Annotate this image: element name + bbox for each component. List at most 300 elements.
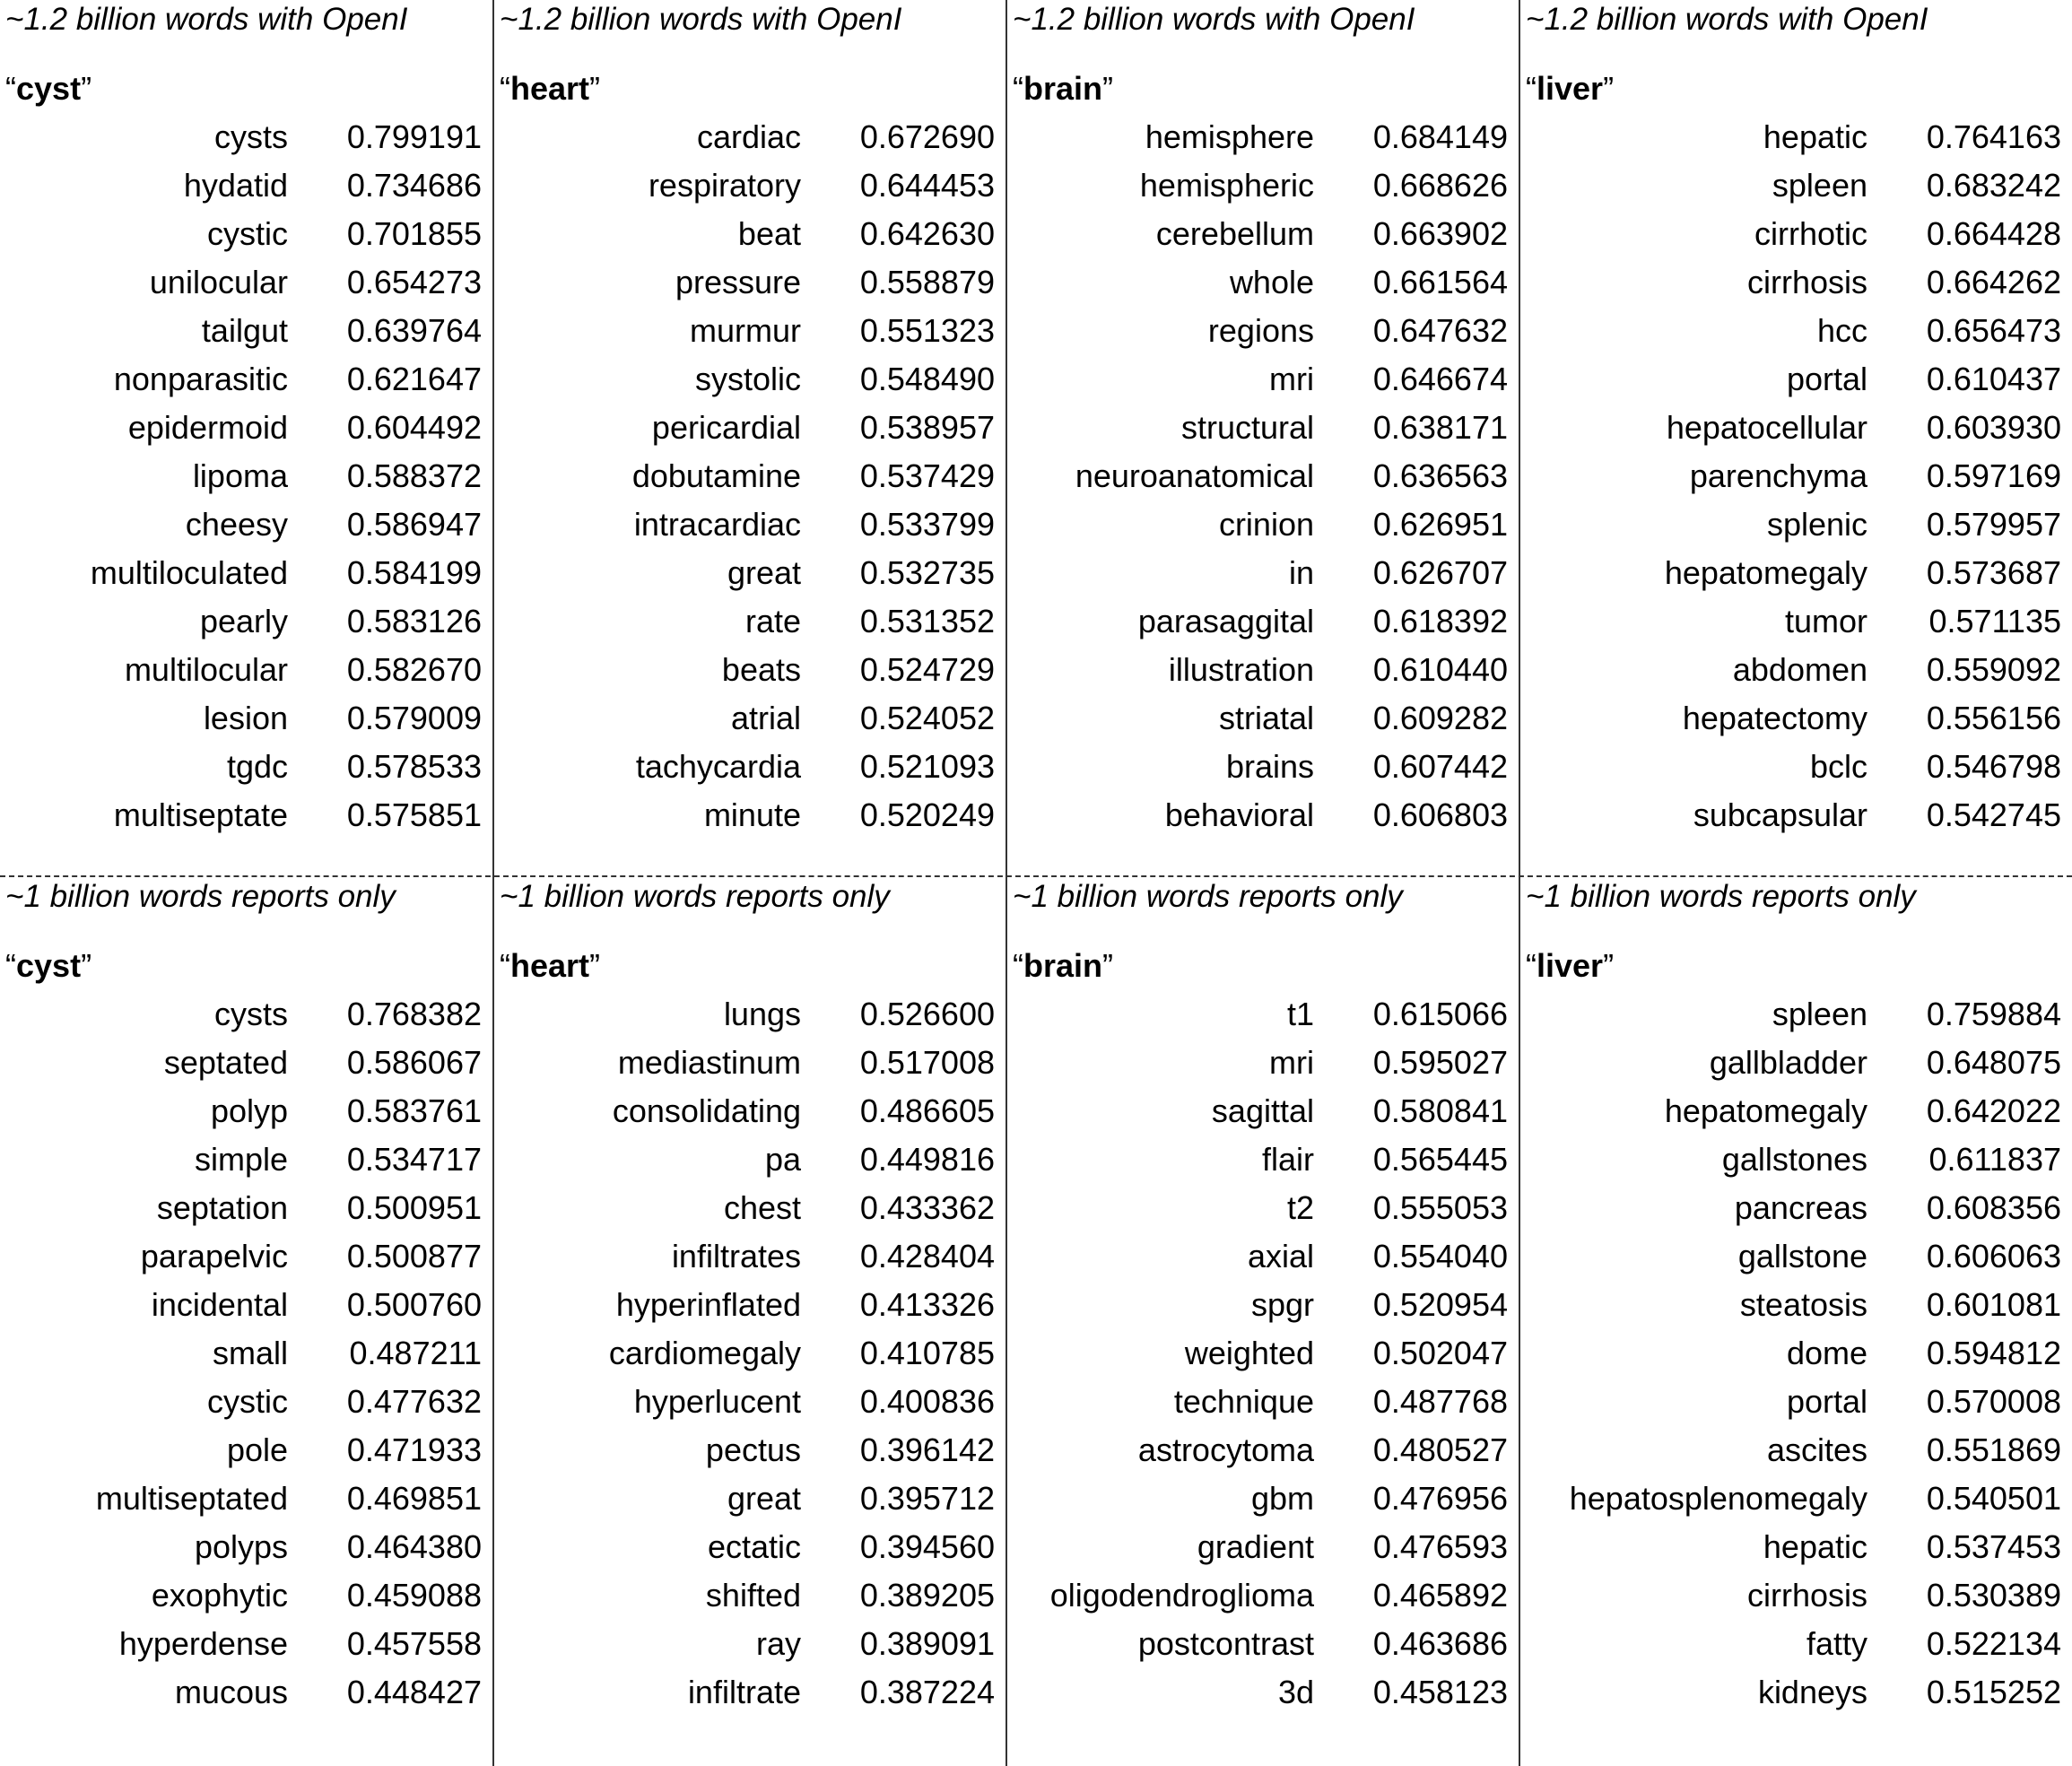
similar-word-row bbox=[1520, 549, 2072, 597]
similarity-score: 0.701855 bbox=[346, 215, 482, 252]
keyword-text: heart bbox=[510, 70, 590, 107]
similar-word-row bbox=[1007, 307, 1519, 355]
similar-word: pectus bbox=[705, 1431, 801, 1468]
similar-word-row bbox=[1520, 1087, 2072, 1135]
similar-word-row bbox=[1007, 597, 1519, 646]
column-divider bbox=[492, 0, 494, 1766]
similarity-score: 0.465892 bbox=[1372, 1577, 1508, 1614]
top-panel-cyst bbox=[0, 0, 492, 877]
similar-words-list bbox=[494, 113, 1006, 840]
similar-word-row bbox=[1520, 161, 2072, 210]
query-keyword bbox=[1526, 66, 1614, 111]
similar-word: spleen bbox=[1772, 996, 1867, 1032]
similar-word: incidental bbox=[151, 1286, 288, 1323]
similarity-score: 0.413326 bbox=[859, 1286, 995, 1323]
similar-word: gallbladder bbox=[1709, 1044, 1867, 1081]
similarity-score: 0.558879 bbox=[859, 264, 995, 300]
similarity-score: 0.546798 bbox=[1926, 748, 2061, 785]
similar-word: tachycardia bbox=[635, 748, 801, 785]
similar-word: t2 bbox=[1286, 1189, 1314, 1226]
keyword-text: cyst bbox=[16, 947, 82, 984]
similar-word: subcapsular bbox=[1693, 796, 1867, 833]
similar-word-row bbox=[1007, 1475, 1519, 1523]
similarity-score: 0.548490 bbox=[859, 361, 995, 397]
similarity-score: 0.597169 bbox=[1926, 457, 2061, 494]
similar-word-row bbox=[494, 1620, 1006, 1668]
similar-word-row bbox=[1007, 1620, 1519, 1668]
similar-word-row bbox=[0, 1523, 492, 1571]
similar-word-row bbox=[494, 1184, 1006, 1232]
similar-word: tgdc bbox=[226, 748, 288, 785]
similarity-score: 0.394560 bbox=[859, 1528, 995, 1565]
similar-word-row bbox=[1520, 1668, 2072, 1717]
bottom-panel-liver bbox=[1520, 877, 2072, 1766]
similarity-score: 0.799191 bbox=[346, 118, 482, 155]
similar-word-row bbox=[0, 161, 492, 210]
similar-word-row bbox=[0, 1184, 492, 1232]
similar-word: tailgut bbox=[201, 312, 288, 349]
similar-word-row bbox=[1520, 258, 2072, 307]
similarity-score: 0.554040 bbox=[1372, 1238, 1508, 1274]
similar-word: hcc bbox=[1816, 312, 1867, 349]
similar-word: 3d bbox=[1277, 1674, 1314, 1710]
close-quote: ” bbox=[1102, 947, 1114, 984]
similar-word-row bbox=[1520, 1426, 2072, 1475]
similar-word-row bbox=[0, 452, 492, 500]
similarity-score: 0.457558 bbox=[346, 1625, 482, 1662]
similar-word-row bbox=[0, 791, 492, 840]
similarity-score: 0.534717 bbox=[346, 1141, 482, 1178]
similar-word: simple bbox=[194, 1141, 288, 1178]
similar-word: weighted bbox=[1184, 1335, 1314, 1371]
similar-word-row bbox=[0, 1475, 492, 1523]
similar-word-row bbox=[0, 355, 492, 404]
similar-word-row bbox=[1007, 1668, 1519, 1717]
similarity-score: 0.387224 bbox=[859, 1674, 995, 1710]
similarity-score: 0.538957 bbox=[859, 409, 995, 446]
similarity-score: 0.672690 bbox=[859, 118, 995, 155]
similar-word: parenchyma bbox=[1689, 457, 1867, 494]
similar-word-row bbox=[1007, 258, 1519, 307]
similar-word: striatal bbox=[1218, 700, 1314, 736]
similar-word: septation bbox=[156, 1189, 288, 1226]
similar-word: unilocular bbox=[149, 264, 288, 300]
similar-word-row bbox=[1007, 500, 1519, 549]
similar-word: lungs bbox=[723, 996, 801, 1032]
similar-word: portal bbox=[1786, 1383, 1867, 1420]
similarity-score: 0.610440 bbox=[1372, 651, 1508, 688]
similar-word: whole bbox=[1229, 264, 1314, 300]
similar-word: minute bbox=[703, 796, 801, 833]
similarity-score: 0.524729 bbox=[859, 651, 995, 688]
similar-word-row bbox=[494, 549, 1006, 597]
similarity-score: 0.448427 bbox=[346, 1674, 482, 1710]
similar-word: mri bbox=[1269, 361, 1314, 397]
similar-word: pancreas bbox=[1734, 1189, 1867, 1226]
open-quote: “ bbox=[5, 70, 16, 107]
query-keyword bbox=[5, 66, 91, 111]
similarity-score: 0.530389 bbox=[1926, 1577, 2061, 1614]
similar-word: ectatic bbox=[707, 1528, 801, 1565]
similar-word-row bbox=[0, 1426, 492, 1475]
similar-word: astrocytoma bbox=[1137, 1431, 1314, 1468]
similar-word-row bbox=[1520, 1329, 2072, 1378]
similar-word-row bbox=[1007, 210, 1519, 258]
similar-word-row bbox=[494, 161, 1006, 210]
similarity-score: 0.428404 bbox=[859, 1238, 995, 1274]
similar-word: splenic bbox=[1766, 506, 1867, 543]
similarity-score: 0.515252 bbox=[1926, 1674, 2061, 1710]
similarity-score: 0.571135 bbox=[1928, 603, 2061, 639]
similar-word-row bbox=[1007, 1378, 1519, 1426]
similar-word-row bbox=[0, 1039, 492, 1087]
similarity-score: 0.604492 bbox=[346, 409, 482, 446]
similarity-score: 0.626951 bbox=[1372, 506, 1508, 543]
similar-word: multilocular bbox=[124, 651, 288, 688]
similar-word: gradient bbox=[1197, 1528, 1314, 1565]
bottom-panel-heart bbox=[494, 877, 1006, 1766]
similar-word: hyperlucent bbox=[633, 1383, 801, 1420]
similar-word-row bbox=[0, 694, 492, 743]
similarity-score: 0.389091 bbox=[859, 1625, 995, 1662]
similar-word: hyperdense bbox=[118, 1625, 288, 1662]
similar-word: behavioral bbox=[1164, 796, 1314, 833]
similar-word: consolidating bbox=[612, 1092, 801, 1129]
similarity-score: 0.487211 bbox=[349, 1335, 482, 1371]
similar-word: hyperinflated bbox=[615, 1286, 801, 1323]
similar-word-row bbox=[1007, 1184, 1519, 1232]
similarity-score: 0.683242 bbox=[1926, 167, 2061, 204]
similar-word: sagittal bbox=[1211, 1092, 1314, 1129]
similar-word-row bbox=[494, 597, 1006, 646]
similarity-score: 0.476956 bbox=[1372, 1480, 1508, 1517]
similar-word: hepatosplenomegaly bbox=[1569, 1480, 1867, 1517]
similar-word: lesion bbox=[203, 700, 288, 736]
similar-word: hepatic bbox=[1763, 118, 1867, 155]
similar-word: t1 bbox=[1286, 996, 1314, 1032]
similar-word-row bbox=[0, 307, 492, 355]
similarity-score: 0.565445 bbox=[1372, 1141, 1508, 1178]
similar-word-row bbox=[1007, 743, 1519, 791]
similar-word-row bbox=[494, 210, 1006, 258]
similar-word: dome bbox=[1786, 1335, 1867, 1371]
corpus-heading: ~1 billion words reports only bbox=[500, 879, 890, 914]
similar-word: crinion bbox=[1218, 506, 1314, 543]
similar-word-row bbox=[494, 1571, 1006, 1620]
similar-word: in bbox=[1288, 554, 1314, 591]
similarity-score: 0.396142 bbox=[859, 1431, 995, 1468]
similar-word: steatosis bbox=[1739, 1286, 1867, 1323]
similar-word: infiltrates bbox=[671, 1238, 801, 1274]
similarity-score: 0.618392 bbox=[1372, 603, 1508, 639]
similar-word-row bbox=[0, 990, 492, 1039]
similar-word: tumor bbox=[1784, 603, 1867, 639]
open-quote: “ bbox=[1013, 947, 1023, 984]
similar-word: great bbox=[727, 1480, 801, 1517]
similar-word-row bbox=[0, 1329, 492, 1378]
similar-word-row bbox=[0, 646, 492, 694]
corpus-heading: ~1.2 billion words with OpenI bbox=[1526, 2, 1928, 37]
similarity-score: 0.579009 bbox=[346, 700, 482, 736]
similar-word-row bbox=[1520, 990, 2072, 1039]
similar-word: neuroanatomical bbox=[1075, 457, 1314, 494]
corpus-heading: ~1.2 billion words with OpenI bbox=[1013, 2, 1415, 37]
similar-word-row bbox=[0, 1281, 492, 1329]
similarity-score: 0.615066 bbox=[1372, 996, 1508, 1032]
similar-word-row bbox=[0, 1232, 492, 1281]
open-quote: “ bbox=[5, 947, 16, 984]
similar-words-list bbox=[494, 990, 1006, 1717]
similar-words-list bbox=[0, 990, 492, 1717]
similar-word: mri bbox=[1269, 1044, 1314, 1081]
similar-word-row bbox=[1520, 1039, 2072, 1087]
similar-word-row bbox=[1007, 1426, 1519, 1475]
similarity-score: 0.526600 bbox=[859, 996, 995, 1032]
similarity-score: 0.573687 bbox=[1926, 554, 2061, 591]
similar-word-row bbox=[1007, 1135, 1519, 1184]
similar-word-row bbox=[1520, 1135, 2072, 1184]
similar-word-row bbox=[494, 1378, 1006, 1426]
similarity-score: 0.664262 bbox=[1926, 264, 2061, 300]
similar-word-row bbox=[0, 1378, 492, 1426]
similarity-score: 0.621647 bbox=[346, 361, 482, 397]
similarity-score: 0.639764 bbox=[346, 312, 482, 349]
similarity-score: 0.759884 bbox=[1926, 996, 2061, 1032]
top-panel-heart bbox=[494, 0, 1006, 877]
similar-word: cheesy bbox=[185, 506, 288, 543]
similar-word-row bbox=[494, 743, 1006, 791]
query-keyword bbox=[1013, 944, 1113, 988]
similar-word: pericardial bbox=[651, 409, 801, 446]
similar-word-row bbox=[1007, 791, 1519, 840]
similarity-score: 0.646674 bbox=[1372, 361, 1508, 397]
similar-word-row bbox=[1007, 1281, 1519, 1329]
open-quote: “ bbox=[1526, 70, 1537, 107]
similar-word: pressure bbox=[675, 264, 801, 300]
similar-word-row bbox=[1007, 549, 1519, 597]
similarity-score: 0.580841 bbox=[1372, 1092, 1508, 1129]
similar-word-row bbox=[494, 1087, 1006, 1135]
similar-word-row bbox=[1520, 646, 2072, 694]
similarity-score: 0.586947 bbox=[346, 506, 482, 543]
close-quote: ” bbox=[1603, 947, 1615, 984]
similarity-score: 0.583126 bbox=[346, 603, 482, 639]
similar-word-row bbox=[1520, 404, 2072, 452]
similar-word-row bbox=[1007, 404, 1519, 452]
similarity-score: 0.537453 bbox=[1926, 1528, 2061, 1565]
similarity-score: 0.459088 bbox=[346, 1577, 482, 1614]
similarity-score: 0.768382 bbox=[346, 996, 482, 1032]
similarity-score: 0.520954 bbox=[1372, 1286, 1508, 1323]
similar-word: small bbox=[212, 1335, 288, 1371]
similarity-score: 0.487768 bbox=[1372, 1383, 1508, 1420]
similar-word: hepatectomy bbox=[1682, 700, 1867, 736]
similar-word-row bbox=[0, 1668, 492, 1717]
similar-word-row bbox=[494, 694, 1006, 743]
similar-word: mucous bbox=[174, 1674, 288, 1710]
similarity-score: 0.684149 bbox=[1372, 118, 1508, 155]
similar-word-row bbox=[0, 1620, 492, 1668]
similar-word: shifted bbox=[705, 1577, 801, 1614]
similarity-score: 0.582670 bbox=[346, 651, 482, 688]
similar-word-row bbox=[1007, 1087, 1519, 1135]
similar-word-row bbox=[494, 646, 1006, 694]
similar-word: systolic bbox=[694, 361, 801, 397]
similarity-score: 0.521093 bbox=[859, 748, 995, 785]
similar-word: spgr bbox=[1250, 1286, 1314, 1323]
similar-word-row bbox=[0, 1087, 492, 1135]
column-divider bbox=[1519, 0, 1520, 1766]
similarity-score: 0.606063 bbox=[1926, 1238, 2061, 1274]
similar-word-row bbox=[1520, 1232, 2072, 1281]
similar-word-row bbox=[1007, 1523, 1519, 1571]
similarity-score: 0.522134 bbox=[1926, 1625, 2061, 1662]
similar-word: portal bbox=[1786, 361, 1867, 397]
similar-word: exophytic bbox=[151, 1577, 288, 1614]
similar-word-row bbox=[0, 597, 492, 646]
similarity-score: 0.611837 bbox=[1928, 1141, 2061, 1178]
similarity-score: 0.575851 bbox=[346, 796, 482, 833]
similar-word-row bbox=[494, 258, 1006, 307]
similar-word: beat bbox=[737, 215, 801, 252]
similar-word-row bbox=[494, 307, 1006, 355]
similarity-score: 0.579957 bbox=[1926, 506, 2061, 543]
similarity-score: 0.668626 bbox=[1372, 167, 1508, 204]
similar-word-row bbox=[1520, 355, 2072, 404]
similar-word-row bbox=[1007, 452, 1519, 500]
similarity-score: 0.531352 bbox=[859, 603, 995, 639]
similar-word-row bbox=[1520, 452, 2072, 500]
similar-word: mediastinum bbox=[617, 1044, 801, 1081]
similarity-score: 0.588372 bbox=[346, 457, 482, 494]
similarity-score: 0.601081 bbox=[1926, 1286, 2061, 1323]
similar-word-row bbox=[494, 791, 1006, 840]
similar-word: beats bbox=[721, 651, 801, 688]
keyword-text: heart bbox=[510, 947, 590, 984]
similar-word-row bbox=[494, 1426, 1006, 1475]
similar-words-list bbox=[1007, 990, 1519, 1717]
similar-word: regions bbox=[1207, 312, 1314, 349]
query-keyword bbox=[1526, 944, 1614, 988]
similar-word-row bbox=[1520, 791, 2072, 840]
similar-word: oligodendroglioma bbox=[1049, 1577, 1314, 1614]
keyword-text: brain bbox=[1023, 947, 1103, 984]
openi-corpus-section bbox=[0, 0, 2072, 877]
similar-word-row bbox=[1520, 1281, 2072, 1329]
similar-word-row bbox=[494, 1523, 1006, 1571]
similarity-score: 0.595027 bbox=[1372, 1044, 1508, 1081]
similarity-score: 0.607442 bbox=[1372, 748, 1508, 785]
similar-word: cirrhosis bbox=[1746, 1577, 1867, 1614]
similar-word: illustration bbox=[1168, 651, 1314, 688]
similar-word: ray bbox=[755, 1625, 801, 1662]
open-quote: “ bbox=[500, 70, 510, 107]
similarity-score: 0.636563 bbox=[1372, 457, 1508, 494]
similar-word-row bbox=[0, 1135, 492, 1184]
similarity-score: 0.464380 bbox=[346, 1528, 482, 1565]
similarity-score: 0.540501 bbox=[1926, 1480, 2061, 1517]
similar-word-row bbox=[1520, 694, 2072, 743]
similarity-score: 0.764163 bbox=[1926, 118, 2061, 155]
similar-word: cirrhotic bbox=[1754, 215, 1867, 252]
similar-word: multiseptated bbox=[95, 1480, 288, 1517]
similarity-score: 0.500760 bbox=[346, 1286, 482, 1323]
similar-word: hemisphere bbox=[1145, 118, 1314, 155]
similarity-score: 0.584199 bbox=[346, 554, 482, 591]
keyword-text: liver bbox=[1537, 947, 1604, 984]
similar-word-row bbox=[494, 1232, 1006, 1281]
similar-word: structural bbox=[1180, 409, 1314, 446]
similar-word-row bbox=[1520, 210, 2072, 258]
similar-word: axial bbox=[1247, 1238, 1314, 1274]
similarity-score: 0.644453 bbox=[859, 167, 995, 204]
similar-word: multiseptate bbox=[113, 796, 288, 833]
similar-word: atrial bbox=[730, 700, 801, 736]
similarity-score: 0.664428 bbox=[1926, 215, 2061, 252]
similar-word-row bbox=[1520, 1475, 2072, 1523]
reports-only-corpus-section bbox=[0, 877, 2072, 1766]
similar-word: hepatic bbox=[1763, 1528, 1867, 1565]
similar-word: abdomen bbox=[1732, 651, 1867, 688]
bottom-panel-cyst bbox=[0, 877, 492, 1766]
similar-word-row bbox=[1520, 743, 2072, 791]
similarity-score: 0.532735 bbox=[859, 554, 995, 591]
similar-word: cystic bbox=[207, 1383, 288, 1420]
similar-word: cirrhosis bbox=[1746, 264, 1867, 300]
similarity-score: 0.449816 bbox=[859, 1141, 995, 1178]
similar-word: hemispheric bbox=[1139, 167, 1314, 204]
bottom-panel-brain bbox=[1007, 877, 1519, 1766]
similar-word: fatty bbox=[1806, 1625, 1867, 1662]
section-divider bbox=[0, 875, 2072, 877]
similar-word: flair bbox=[1261, 1141, 1314, 1178]
close-quote: ” bbox=[81, 947, 92, 984]
similar-word: hepatomegaly bbox=[1664, 554, 1867, 591]
similar-word-row bbox=[0, 500, 492, 549]
similar-word: hepatomegaly bbox=[1664, 1092, 1867, 1129]
similar-word-row bbox=[1007, 355, 1519, 404]
similarity-score: 0.559092 bbox=[1926, 651, 2061, 688]
similar-word: infiltrate bbox=[687, 1674, 801, 1710]
similar-words-list bbox=[1520, 113, 2072, 840]
corpus-heading: ~1.2 billion words with OpenI bbox=[500, 2, 902, 37]
close-quote: ” bbox=[589, 947, 601, 984]
similar-word: nonparasitic bbox=[113, 361, 288, 397]
similar-word-row bbox=[0, 404, 492, 452]
similarity-score: 0.654273 bbox=[346, 264, 482, 300]
similar-word-row bbox=[1007, 113, 1519, 161]
similar-word: dobutamine bbox=[631, 457, 801, 494]
similarity-score: 0.524052 bbox=[859, 700, 995, 736]
similar-words-list bbox=[1520, 990, 2072, 1717]
similarity-score: 0.570008 bbox=[1926, 1383, 2061, 1420]
similar-word-row bbox=[0, 210, 492, 258]
similarity-score: 0.517008 bbox=[859, 1044, 995, 1081]
open-quote: “ bbox=[1013, 70, 1023, 107]
corpus-heading: ~1 billion words reports only bbox=[1013, 879, 1403, 914]
similar-word-row bbox=[1520, 113, 2072, 161]
similarity-score: 0.648075 bbox=[1926, 1044, 2061, 1081]
similar-word: bclc bbox=[1809, 748, 1867, 785]
similar-word: parapelvic bbox=[140, 1238, 288, 1274]
similarity-score: 0.583761 bbox=[346, 1092, 482, 1129]
similarity-score: 0.638171 bbox=[1372, 409, 1508, 446]
similar-word: cystic bbox=[207, 215, 288, 252]
similar-word-row bbox=[1520, 1571, 2072, 1620]
similar-word: respiratory bbox=[648, 167, 801, 204]
similar-word: septated bbox=[163, 1044, 288, 1081]
close-quote: ” bbox=[1603, 70, 1615, 107]
